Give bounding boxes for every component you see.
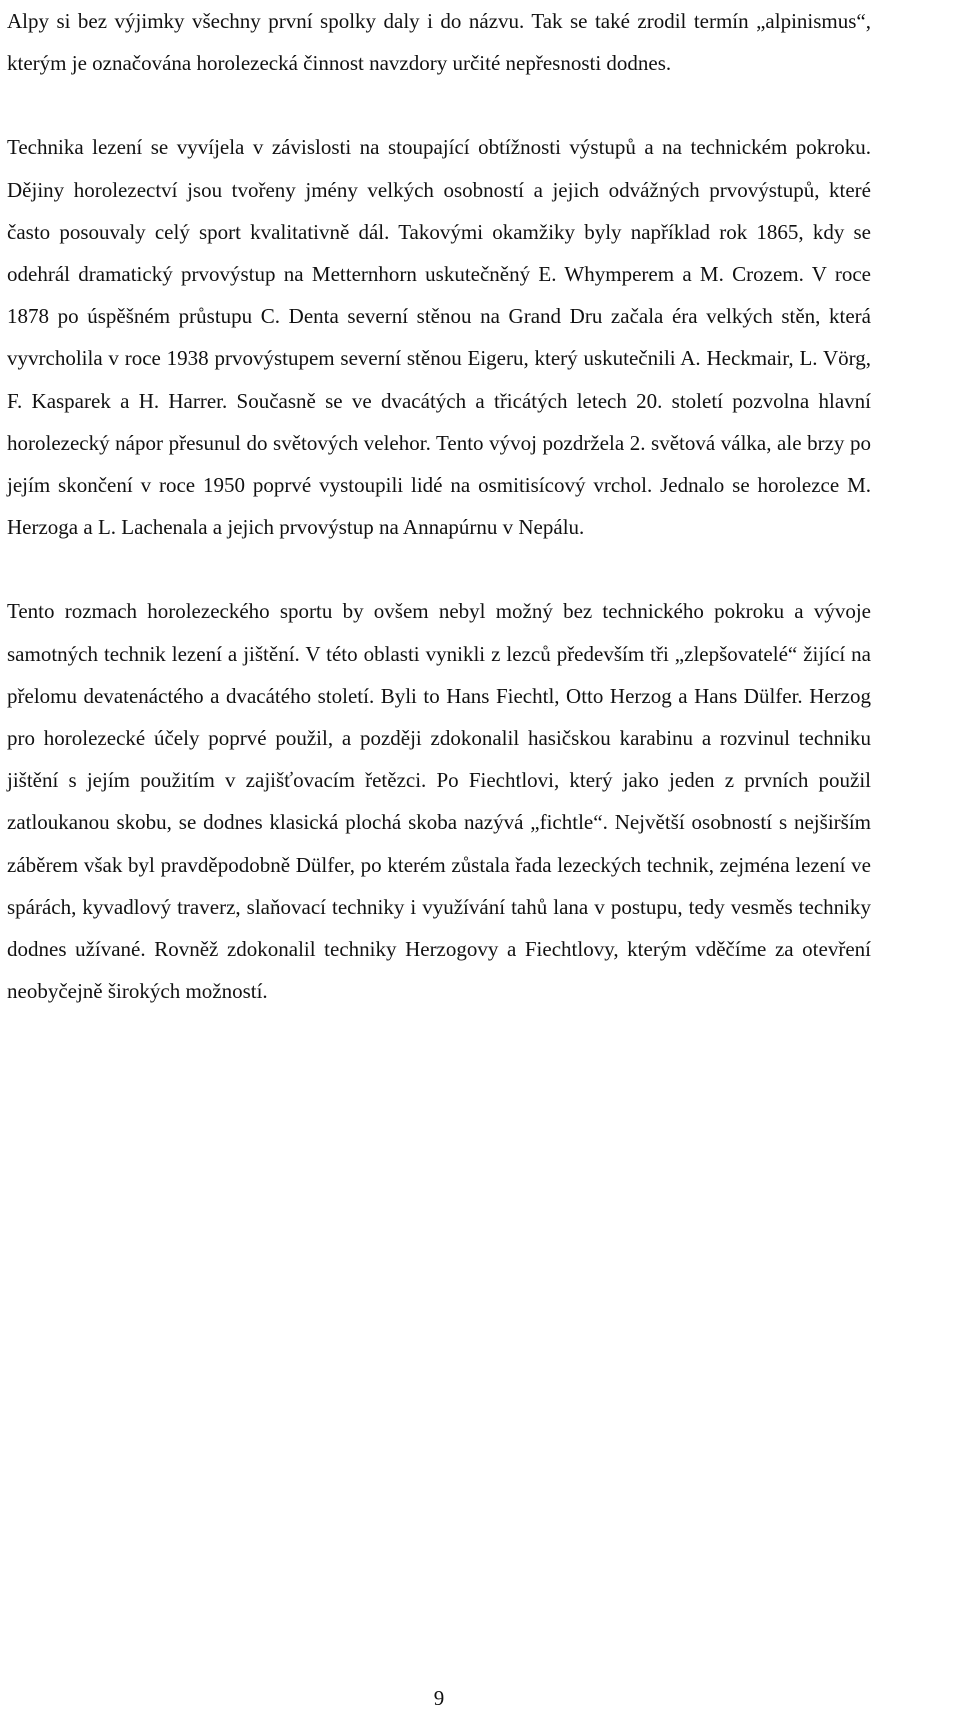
- paragraph-gap: [7, 548, 871, 590]
- page-number: 9: [433, 1686, 445, 1710]
- paragraph-climbing-history: Technika lezení se vyvíjela v závislosti na stoupající obtížnosti výstupů a na technickém pokroku. Dějiny horolezectví jsou tvořeny jmény velkých osobností a jejich odvážných prvovýstupů, které často posouvaly celý sport kvalitativně dál. Takovými okamžiky byly například rok 1865, kdy se odehrál dramatický prvovýstup na Metternhorn uskutečněný E. Whymperem a M. Crozem. V roce 1878 po úspěšném průstupu C. Denta severní stěnou na Grand Dru začala éra velkých stěn, která vyvrcholila v roce 1938 prvovýstupem severní stěnou Eigeru, který uskutečnili A. Heckmair, L. Vörg, F. Kasparek a H. Harrer. Současně se ve dvacátých a třicátých letech 20. století pozvolna hlavní horolezecký nápor přesunul do světových velehor. Tento vývoj pozdržela 2. světová válka, ale brzy po jejím skončení v roce 1950 poprvé vystoupili lidé na osmitisícový vrchol. Jednalo se horolezce M. Herzoga a L. Lachenala a jejich prvovýstup na Annapúrnu v Nepálu.: [7, 135, 871, 540]
- paragraph-alpinismus: Alpy si bez výjimky všechny první spolky daly i do názvu. Tak se také zrodil termín „alpinismus“, kterým je označována horolezecká činnost navzdory určité nepřesnosti dodnes.: [7, 9, 871, 76]
- paragraph-gap: [7, 84, 871, 126]
- paragraph-technical-progress: Tento rozmach horolezeckého sportu by ovšem nebyl možný bez technického pokroku a vývoje samotných technik lezení a jištění. V této oblasti vynikli z lezců především tři „zlepšovatelé“ žijící na přelomu devatenáctého a dvacátého století. Byli to Hans Fiechtl, Otto Herzog a Hans Dülfer. Herzog pro horolezecké účely poprvé použil, a později zdokonalil hasičskou karabinu a rozvinul techniku jištění s jejím použitím v zajišťovacím řetězci. Po Fiechtlovi, který jako jeden z prvních použil zatloukanou skobu, se dodnes klasická plochá skoba nazývá „fichtle“. Největší osobností s nejširším záběrem však byl pravděpodobně Dülfer, po kterém zůstala řada lezeckých technik, zejména lezení ve spárách, kyvadlový traverz, slaňovací techniky i využívání tahů lana v postupu, tedy vesměs techniky dodnes užívané. Rovněž zdokonalil techniky Herzogovy a Fiechtlovy, kterým vděčíme za otevření neobyčejně širokých možností.: [7, 599, 871, 1004]
- document-page: [7, 0, 871, 1012]
